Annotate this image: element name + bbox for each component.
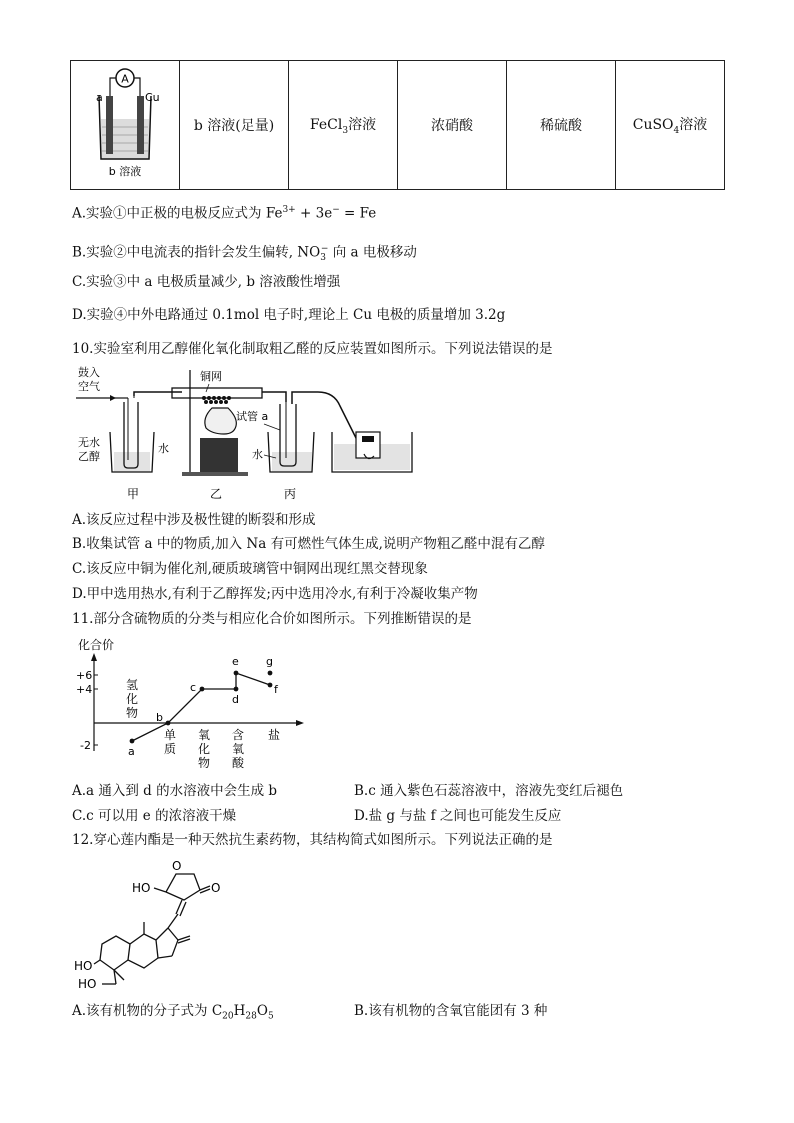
electrode-cu-label: Cu	[145, 91, 160, 104]
q11-option-b: B.c 通入紫色石蕊溶液中，溶液先变红后褪色	[354, 783, 624, 799]
q10-option-c: C.该反应中铜为催化剂,硬质玻璃管中铜网出现红黑交替现象	[72, 561, 428, 577]
svg-text:c: c	[190, 681, 197, 694]
q9-option-d: D.实验④中外电路通过 0.1mol 电子时,理论上 Cu 电极的质量增加 3.2g	[72, 307, 506, 323]
svg-text:氧: 氧	[198, 728, 211, 742]
q10-option-a: A.该反应过程中涉及极性键的断裂和形成	[72, 512, 316, 528]
q12-structure-figure	[72, 856, 252, 998]
collection-bottle	[356, 432, 380, 458]
ethanol-label-2: 乙醇	[78, 450, 100, 463]
svg-text:氢: 氢	[126, 678, 139, 692]
water-label-bing: 水	[252, 448, 263, 461]
alcohol-lamp-flame	[205, 408, 236, 434]
q9-option-b: B.实验②中电流表的指针会发生偏转, $NO_3^-$ 向 a 电极移动	[72, 244, 417, 264]
q11-valence-chart	[72, 633, 322, 779]
svg-text:氧: 氧	[232, 742, 245, 756]
svg-text:化: 化	[126, 692, 139, 706]
svg-text:单: 单	[164, 728, 177, 742]
copper-net-label: 铜网	[200, 370, 222, 383]
point-c	[200, 687, 205, 692]
header-cell-1: b 溶液(足量)	[180, 61, 289, 190]
label-jia: 甲	[127, 487, 140, 501]
o-label-ring: O	[172, 859, 182, 873]
svg-text:a: a	[128, 745, 135, 758]
point-e	[234, 671, 239, 676]
q10-option-d: D.甲中选用热水,有利于乙醇挥发;丙中选用冷水,有利于冷凝收集产物	[72, 586, 478, 602]
experiment-table	[70, 60, 725, 190]
svg-text:化: 化	[198, 742, 211, 756]
electrode-cu	[137, 96, 144, 154]
air-label-1: 鼓入	[78, 366, 100, 379]
air-label-2: 空气	[78, 380, 100, 393]
point-a	[130, 739, 135, 744]
q11-option-c: C.c 可以用 e 的浓溶液干燥	[72, 808, 237, 824]
ethanol-label-1: 无水	[78, 436, 100, 449]
ytick-plus6: +6	[76, 669, 93, 682]
ho-label-2: HO	[74, 959, 93, 973]
q9-option-a: A.实验①中正极的电极反应式为 $Fe^{3+} + 3e^- = Fe$	[72, 205, 377, 222]
point-b	[166, 721, 171, 726]
header-cell-4: 稀硫酸	[507, 61, 616, 190]
svg-text:含: 含	[232, 728, 245, 742]
solution-label: b 溶液	[108, 165, 142, 178]
svg-text:g: g	[266, 655, 273, 668]
svg-text:质: 质	[164, 742, 177, 756]
svg-text:盐: 盐	[268, 728, 281, 742]
point-f	[268, 683, 273, 688]
svg-text:物: 物	[126, 706, 139, 720]
glass-tube	[172, 388, 262, 398]
q12-stem: 12.穿心莲内酯是一种天然抗生素药物，其结构简式如图所示。下列说法正确的是	[72, 832, 553, 848]
electrode-a	[106, 96, 113, 154]
ho-label-3: HO	[78, 977, 97, 991]
test-tube-a-label: 试管 a	[236, 410, 269, 423]
point-g	[268, 671, 273, 676]
y-axis-label: 化合价	[78, 638, 115, 652]
label-bing: 丙	[284, 487, 297, 501]
svg-text:e: e	[232, 655, 239, 668]
electrode-a-label: a	[96, 91, 103, 104]
q12-option-a: A.该有机物的分子式为 $C_{20}H_{28}O_5$	[72, 1003, 274, 1022]
ammeter-label: A	[121, 72, 129, 86]
svg-text:酸: 酸	[232, 756, 245, 770]
category-labels	[126, 678, 280, 770]
svg-text:物: 物	[198, 756, 211, 770]
q10-apparatus-figure	[72, 362, 432, 504]
q10-option-b: B.收集试管 a 中的物质,加入 Na 有可燃性气体生成,说明产物粗乙醛中混有乙醇	[72, 536, 545, 552]
q10-stem: 10.实验室利用乙醇催化氧化制取粗乙醛的反应装置如图所示。下列说法错误的是	[72, 341, 553, 357]
electrolytic-cell-figure	[71, 61, 179, 185]
label-yi: 乙	[210, 487, 223, 501]
heater-block	[200, 438, 238, 472]
ho-label-1: HO	[132, 881, 151, 895]
svg-text:d: d	[232, 693, 239, 706]
water-label-jia: 水	[158, 442, 169, 455]
q9-option-c: C.实验③中 a 电极质量减少, b 溶液酸性增强	[72, 274, 341, 290]
header-cell-5: CuSO$_4$溶液	[616, 61, 725, 190]
o-label-carbonyl: O	[211, 881, 221, 895]
q12-option-b: B.该有机物的含氧官能团有 3 种	[354, 1003, 548, 1019]
ytick-minus2: -2	[80, 739, 91, 752]
q11-option-a: A.a 通入到 d 的水溶液中会生成 b	[72, 783, 278, 799]
ytick-plus4: +4	[76, 683, 93, 696]
header-cell-2: FeCl$_3$溶液	[289, 61, 398, 190]
header-cell-3: 浓硝酸	[398, 61, 507, 190]
q11-stem: 11.部分含硫物质的分类与相应化合价如图所示。下列推断错误的是	[72, 611, 472, 627]
point-d	[234, 687, 239, 692]
apparatus-cell	[71, 61, 180, 190]
q11-option-d: D.盐 g 与盐 f 之间也可能发生反应	[354, 808, 562, 824]
svg-text:b: b	[156, 711, 163, 724]
svg-text:f: f	[274, 683, 278, 696]
